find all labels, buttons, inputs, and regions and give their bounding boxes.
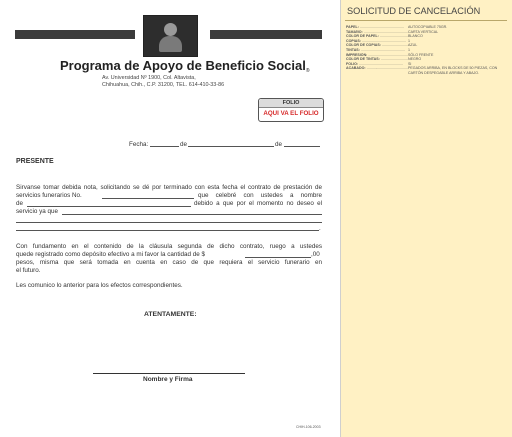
spec-value: PEGADOS ARRIBA, EN BLOCKS DE 50 PIEZAS, CON CARTÓN DESPEGABLE ARRIBA Y ABAJO. [408, 66, 498, 75]
spec-value: AZUL [408, 43, 418, 48]
spec-value: SI [408, 61, 412, 66]
p1-de-label: de [16, 200, 24, 207]
spec-value: BLANCO [408, 34, 423, 39]
p1-line-3-end: debido a que por el momento no deseo el [194, 200, 322, 207]
address-line-1: Av. Universidad Nº 1900, Col. Altavista, [102, 75, 196, 81]
reason-period: . [319, 225, 321, 232]
header-bar-right [210, 30, 322, 39]
address-line-2: Chihuahua, Chih., C.P. 31200, TEL. 614-410-33-86 [102, 82, 225, 88]
logo-emblem [143, 15, 198, 57]
spec-key: FOLIO: ..... [346, 62, 408, 67]
folio-box [258, 98, 324, 122]
form-code: CHIH-106-2003 [296, 425, 321, 429]
p2-amount-label: quede registrado como depósito efectivo a mi favor la cantidad de $ [16, 251, 206, 258]
presente-heading: PRESENTE [16, 158, 54, 165]
folio-value: AQUI VA EL FOLIO [263, 110, 319, 117]
p1-line-2-end: que celebré con ustedes a nombre [198, 192, 322, 199]
signature-label: Nombre y Firma [143, 376, 193, 383]
spec-value: 1 [408, 38, 410, 43]
p2-line-4: el futuro. [16, 267, 41, 274]
reason-line-1[interactable] [62, 214, 322, 215]
fecha-de-1: de [180, 141, 188, 148]
spec-value: NEGRO [408, 57, 422, 62]
name-line[interactable] [27, 206, 191, 207]
spec-title: SOLICITUD DE CANCELACIÓN [347, 6, 481, 16]
p2-line-3: pesos, misma que será tomada en cuenta en caso de que requiera el servicio funerario en [16, 259, 322, 266]
fecha-day-line[interactable] [150, 146, 179, 147]
logo-figure-body [159, 36, 182, 52]
amount-line[interactable] [245, 257, 311, 258]
spec-key: COPIAS: ..... [346, 39, 408, 44]
spec-value: AUTOCOPIABLE 75GR. [408, 25, 448, 29]
p1-line-1: Sirvanse tomar debida nota, solicitando se dé por terminado con esta fecha el contrato de prestación de [16, 184, 322, 191]
org-address [102, 75, 224, 89]
spec-key: ACABADO: ..... [346, 66, 408, 75]
logo-figure-head [164, 23, 177, 36]
header-bar-left [15, 30, 135, 39]
contract-number-line[interactable] [102, 198, 194, 199]
spec-separator [345, 20, 507, 21]
fecha-label: Fecha: [129, 141, 149, 148]
spec-key: TAMAÑO: ..... [346, 30, 408, 35]
spec-key: COLOR DE TINTAS: ..... [346, 57, 408, 62]
spec-rows [346, 25, 510, 76]
spec-key: TINTAS: ..... [346, 48, 408, 53]
spec-value: 1 [408, 47, 410, 52]
org-title [60, 58, 310, 74]
spec-key: PAPEL: ..... [346, 25, 408, 30]
p2-cents: ,00 [311, 251, 320, 258]
spec-row [346, 66, 510, 75]
reason-line-3[interactable] [16, 230, 319, 231]
registered-mark: ® [305, 68, 310, 74]
fecha-year-line[interactable] [284, 146, 320, 147]
p1-contract-label: servicios funerarios No. [16, 192, 82, 199]
fecha-month-line[interactable] [188, 146, 274, 147]
reason-line-2[interactable] [16, 222, 322, 223]
atentamente-heading: ATENTAMENTE: [144, 311, 197, 318]
spec-key: COLOR DE PAPEL: ..... [346, 34, 408, 39]
org-name: Programa de Apoyo de Beneficio Social [60, 58, 306, 73]
spec-panel [341, 0, 512, 437]
spec-key: COLOR DE COPIAS: ..... [346, 43, 408, 48]
p2-line-1: Con fundamento en el contenido de la cláusula segunda de dicho contrato, ruego a ustedes [16, 243, 322, 250]
p3-closing: Les comunico lo anterior para los efectos correspondientes. [16, 282, 183, 289]
spec-value: SÓLO FRENTE [408, 52, 434, 57]
folio-label: FOLIO [259, 99, 323, 108]
fecha-de-2: de [275, 141, 283, 148]
signature-line[interactable] [93, 373, 245, 374]
spec-key: IMPRESIÓN: ..... [346, 53, 408, 58]
spec-value: CARTA VERTICAL [408, 29, 439, 34]
p1-reason-label: servicio ya que [16, 208, 58, 215]
